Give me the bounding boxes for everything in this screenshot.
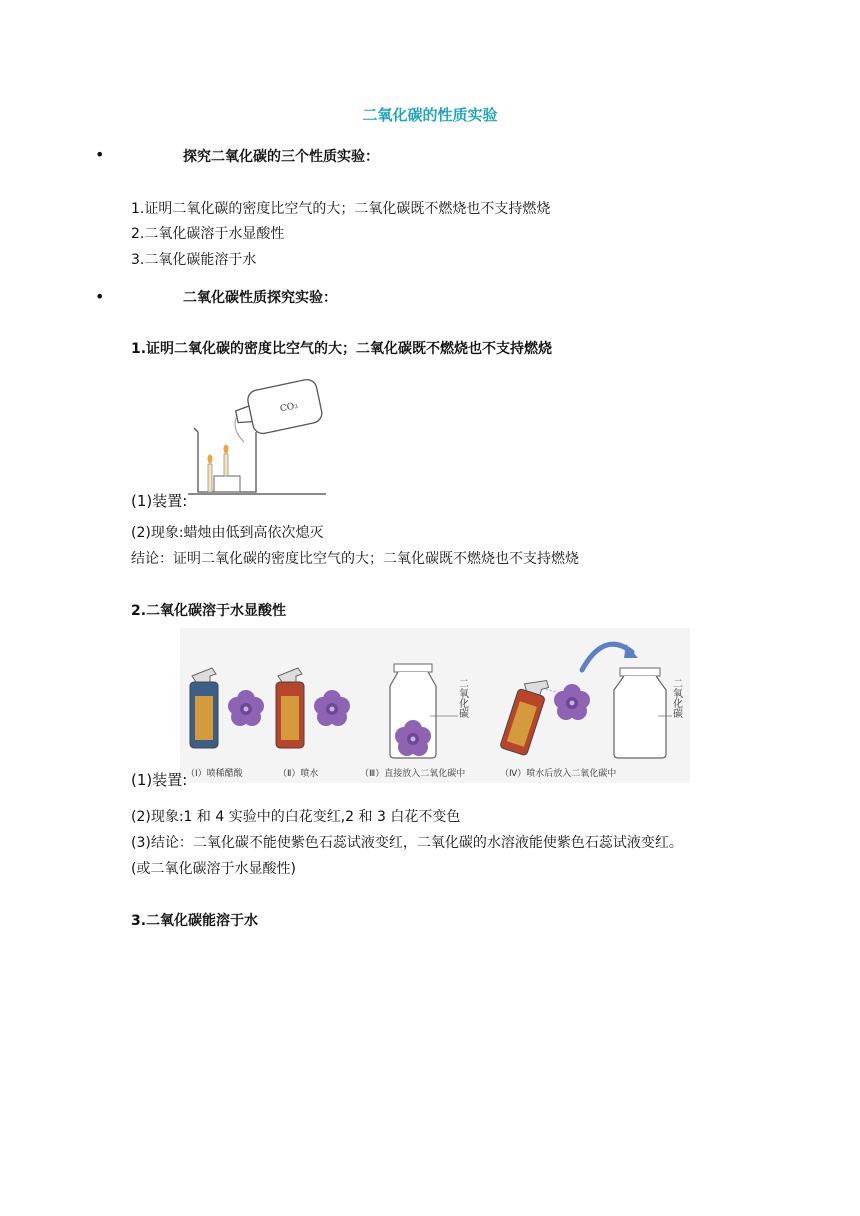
jar-label-4: 二氧化碳 xyxy=(670,678,682,718)
exp1-heading: 1.证明二氧化碳的密度比空气的大；二氧化碳既不燃烧也不支持燃烧 xyxy=(131,341,553,357)
exp2-conclusion: (3)结论：二氧化碳不能使紫色石蕊试液变红，二氧化碳的水溶液能使紫色石蕊试液变红。 xyxy=(131,835,683,851)
flame-low xyxy=(208,455,213,464)
exp3-heading: 3.二氧化碳能溶于水 xyxy=(131,913,259,929)
caption-1: （Ⅰ）喷稀醋酸 xyxy=(186,769,243,779)
section2-heading: 二氧化碳性质探究实验： xyxy=(183,290,337,306)
candle-beaker-figure xyxy=(188,368,328,496)
caption-2: （Ⅱ）喷水 xyxy=(278,769,319,779)
exp2-device-label: (1)装置: xyxy=(131,771,188,789)
bullet-1: • xyxy=(95,145,105,164)
exp1-conclusion: 结论：证明二氧化碳的密度比空气的大；二氧化碳既不燃烧也不支持燃烧 xyxy=(131,551,579,567)
section1-heading: 探究二氧化碳的三个性质实验： xyxy=(183,149,379,165)
exp1-phenomenon: (2)现象:蜡烛由低到高依次熄灭 xyxy=(131,525,324,541)
page-title: 二氧化碳的性质实验 xyxy=(362,106,498,124)
co2-bottle xyxy=(232,378,323,439)
flame-high xyxy=(224,445,229,454)
section1-item-1: 1.证明二氧化碳的密度比空气的大；二氧化碳既不燃烧也不支持燃烧 xyxy=(131,201,551,217)
jar-label-3: 二氧化碳 xyxy=(456,678,468,718)
caption-4: （Ⅳ）喷水后放入二氧化碳中 xyxy=(500,769,617,779)
section1-item-2: 2.二氧化碳溶于水显酸性 xyxy=(131,226,285,242)
candle-high xyxy=(224,454,228,476)
bullet-2: • xyxy=(95,287,105,306)
exp1-device-label: (1)装置: xyxy=(131,492,188,510)
exp2-phenomenon: (2)现象:1 和 4 实验中的白花变红,2 和 3 白花不变色 xyxy=(131,809,461,825)
flower-experiment-figure xyxy=(180,628,690,783)
caption-3: （Ⅲ）直接放入二氧化碳中 xyxy=(360,769,466,779)
section1-item-3: 3.二氧化碳能溶于水 xyxy=(131,252,257,268)
co2-label: CO₂ xyxy=(279,400,299,415)
exp2-heading: 2.二氧化碳溶于水显酸性 xyxy=(131,603,287,619)
exp2-conclusion-note: (或二氧化碳溶于水显酸性) xyxy=(131,861,296,877)
candle-low xyxy=(208,464,212,492)
